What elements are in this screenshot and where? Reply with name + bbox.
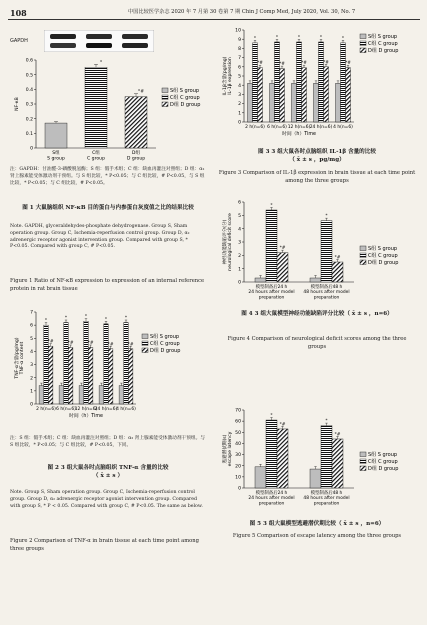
bar	[79, 386, 84, 404]
significance-mark: *#	[87, 340, 94, 346]
fig3-unit: （ x̄ ± s ，pg/mg）	[289, 157, 345, 164]
y-tick-label: 5	[238, 74, 241, 80]
fig3-caption-cn-text: 图 3 3 组大鼠各时点脑组织 IL-1β 含量的比较	[258, 149, 376, 155]
y-tick-label: 6	[238, 200, 241, 206]
bar	[310, 469, 321, 488]
fig4-caption-en: Figure 4 Comparison of neurological deficit scores among the three groups	[227, 336, 407, 350]
bar	[85, 67, 107, 148]
y-tick-label: 6	[30, 323, 33, 329]
x-tick-label: preparation	[313, 501, 340, 507]
significance-mark: *#	[279, 246, 286, 252]
y-axis-label: TNF-α含量(pg/mg)	[15, 337, 20, 379]
x-tick-label: preparation	[258, 295, 285, 301]
significance-mark: *	[84, 314, 88, 320]
y-tick-label: 5	[238, 213, 241, 219]
legend-label: S组 S group	[368, 452, 398, 458]
bar	[44, 325, 49, 404]
legend-swatch	[360, 34, 366, 39]
bar	[119, 386, 124, 404]
x-tick-label: 12 h(n=6)	[74, 407, 98, 412]
y-tick-label: 3	[238, 93, 241, 98]
significance-mark: *	[104, 317, 108, 323]
y-tick-label: 4	[30, 350, 33, 356]
legend-swatch	[162, 88, 168, 93]
fig2-tnf-chart	[6, 304, 206, 434]
y-tick-label: 0	[238, 120, 241, 126]
y-axis-label: IL-1β expression	[228, 57, 233, 95]
blot-label: GAPDH	[10, 38, 28, 44]
y-tick-label: 0	[238, 486, 241, 492]
x-tick-label: preparation	[313, 295, 340, 301]
y-tick-label: 1	[30, 389, 33, 395]
legend-swatch	[360, 459, 366, 464]
y-tick-label: 7	[238, 56, 241, 62]
y-tick-label: 0	[30, 146, 33, 152]
bar	[128, 349, 133, 404]
significance-mark: *#	[334, 432, 341, 438]
y-tick-label: 0	[30, 402, 33, 408]
bar	[324, 67, 329, 122]
significance-mark: *#	[137, 89, 145, 95]
bar	[302, 68, 307, 122]
bar	[314, 83, 319, 122]
y-tick-label: 0.3	[25, 102, 33, 108]
legend-label: C组 C group	[150, 341, 180, 347]
bar	[84, 321, 89, 404]
y-tick-label: 6	[238, 65, 241, 71]
bar	[99, 386, 104, 404]
x-tick-label: S组	[52, 151, 60, 156]
x-tick-label: 2 h(n=6)	[36, 407, 56, 412]
bar	[321, 221, 332, 282]
y-tick-label: 10	[235, 475, 241, 481]
bar	[341, 43, 346, 122]
journal-running-header: 中国比较医学杂志 2020 年 7 月第 30 卷第 7 期 Chin J Comp Med, July 2020, Vol. 30, No. 7	[128, 9, 356, 15]
legend-swatch	[162, 102, 168, 107]
legend-label: D组 D group	[150, 348, 181, 354]
bar	[64, 323, 69, 404]
fig2-unit: （ x̄ ± s ）	[92, 473, 124, 480]
x-tick-label: 4 h(n=6)	[116, 407, 136, 412]
x-tick-label: 24 h(n=6)	[309, 125, 333, 130]
bar	[336, 83, 341, 122]
y-tick-label: 8	[238, 47, 241, 52]
significance-mark: *#	[107, 342, 114, 348]
y-tick-label: 2	[238, 102, 241, 108]
bar	[319, 42, 324, 122]
y-tick-label: 5	[30, 336, 33, 342]
bar	[258, 68, 263, 122]
legend-swatch	[360, 466, 366, 471]
bar	[266, 420, 277, 488]
y-tick-label: 0	[238, 280, 241, 286]
significance-mark: *	[319, 35, 323, 41]
y-tick-label: 60	[235, 419, 241, 425]
legend-label: C组 C group	[368, 253, 398, 259]
bar	[332, 262, 343, 282]
significance-mark: *	[325, 419, 328, 425]
fig1-caption-cn: 图 1 大鼠脑组织 NF-κB 目的蛋白与内参蛋白灰度值之比的结果比较	[22, 205, 194, 211]
y-tick-label: 0.5	[25, 73, 33, 79]
significance-mark: *#	[47, 339, 54, 345]
significance-mark: *#	[127, 342, 134, 348]
page-number: 108	[10, 8, 27, 18]
bar	[125, 97, 147, 148]
bar	[255, 278, 266, 282]
bar	[39, 386, 44, 404]
legend-label: D组 D group	[368, 48, 399, 54]
legend-swatch	[360, 48, 366, 53]
x-tick-label: 模型制备后48 h	[310, 491, 343, 496]
y-axis-label: TNF-α content	[20, 341, 25, 375]
bar	[124, 323, 129, 404]
y-tick-label: 0.2	[25, 117, 33, 123]
y-tick-label: 0.4	[25, 87, 33, 93]
bar	[48, 346, 53, 404]
bar	[310, 278, 321, 282]
fig5-caption-cn: 图 5 3 组大鼠模型逃避潜伏期比较（ x̄ ± s ，n=6）	[249, 521, 385, 527]
legend-label: D组 D group	[368, 260, 399, 266]
legend-label: D组 D group	[170, 102, 201, 108]
legend-swatch	[142, 348, 148, 353]
y-tick-label: 1	[238, 267, 241, 273]
x-tick-label: 48 hours after model	[303, 496, 350, 502]
x-axis-label: 时间（h）Time	[69, 414, 103, 419]
significance-mark: *#	[301, 61, 307, 67]
significance-mark: *	[341, 36, 345, 42]
y-tick-label: 0.1	[25, 131, 33, 137]
fig3-il1b-chart	[214, 24, 420, 146]
y-tick-label: 4	[238, 227, 241, 233]
legend-swatch	[142, 334, 148, 339]
fig2-caption-cn-text: 图 2 3 组大鼠各时点脑组织 TNF-α 含量的比较	[47, 465, 169, 471]
bar	[108, 349, 113, 404]
significance-mark: *	[44, 318, 48, 324]
y-tick-label: 10	[235, 28, 241, 34]
bar	[332, 439, 343, 488]
bar	[277, 429, 288, 488]
y-tick-label: 40	[235, 442, 241, 448]
significance-mark: *#	[67, 340, 74, 346]
x-tick-label: D组	[131, 151, 141, 156]
western-blot-image	[44, 30, 154, 52]
bar	[255, 467, 266, 488]
significance-mark: *#	[279, 62, 285, 68]
fig4-neuro-chart	[214, 196, 420, 310]
fig3-caption-cn	[218, 148, 416, 165]
legend-swatch	[360, 452, 366, 457]
legend-label: S组 S group	[170, 88, 200, 94]
legend-swatch	[360, 253, 366, 258]
x-tick-label: 模型制备后24 h	[255, 491, 288, 496]
x-tick-label: 6 h(n=6)	[267, 125, 287, 130]
y-tick-label: 3	[238, 240, 241, 246]
significance-mark: *#	[334, 255, 341, 261]
bar	[270, 83, 275, 122]
fig3-caption-en: Figure 3 Comparison of IL-1β expression in brain tissue at each time point among the three groups	[218, 170, 416, 184]
legend-swatch	[142, 341, 148, 346]
x-tick-label: D group	[126, 156, 146, 162]
x-tick-label: 12 h(n=6)	[287, 125, 311, 130]
x-tick-label: S group	[47, 156, 65, 162]
bar	[321, 426, 332, 488]
fig2-caption-en: Figure 2 Comparison of TNF-α in brain tissue at each time point among three groups	[10, 538, 199, 552]
y-tick-label: 2	[238, 253, 241, 259]
significance-mark: *	[64, 316, 68, 322]
bar	[253, 43, 258, 122]
y-tick-label: 50	[235, 430, 241, 436]
bar	[104, 324, 109, 404]
bar	[45, 123, 67, 148]
significance-mark: *	[275, 35, 279, 41]
legend-label: C组 C group	[368, 41, 398, 47]
y-tick-label: 30	[235, 453, 241, 459]
fig1-note-en: Note. GAPDH, glyceraldehydes-phosphate dehydrogenase. Group S, Sham operation group. Group C, Ischemia-reperfusion control group. Group D, α₂ adrenergic receptor agonist intervention group. Compared with group S, * P<0.05. Compared with group C, # P<0.05.	[10, 224, 190, 250]
significance-mark: *	[325, 214, 328, 220]
x-tick-label: preparation	[258, 501, 285, 507]
legend-swatch	[360, 41, 366, 46]
bar	[68, 347, 73, 404]
y-tick-label: 4	[238, 83, 241, 89]
bar	[292, 83, 297, 122]
x-tick-label: 4 h(n=6)	[333, 125, 353, 130]
header-rule	[8, 19, 420, 20]
legend-label: S组 S group	[368, 246, 398, 252]
fig2-note-cn: 注：S 组：假手术组；C 组：缺血再灌注对照组；D 组：α₂ 肾上腺素能受体激动剂干预组。与 S 组比较，* P<0.05；与 C 组比较，# P<0.05，下同。	[10, 436, 205, 448]
significance-mark: *#	[345, 61, 351, 67]
significance-mark: *	[270, 413, 273, 419]
fig1-nfkb-chart	[6, 54, 206, 166]
x-tick-label: 24 hours after model	[248, 496, 295, 502]
y-axis-label: 逃避潜伏期(s)	[223, 434, 228, 464]
bar	[59, 386, 64, 404]
y-axis-label: NF-κB	[15, 97, 20, 111]
y-tick-label: 9	[238, 37, 241, 43]
significance-mark: *	[270, 203, 273, 209]
y-tick-label: 20	[235, 464, 241, 470]
bar	[346, 68, 351, 122]
legend-label: D组 D group	[368, 466, 399, 472]
legend-label: C组 C group	[170, 95, 200, 101]
legend-swatch	[162, 95, 168, 100]
fig1-note-cn: 注：GAPDH：甘油醛-3-磷酸脱氢酶；S 组：假手术组；C 组：缺血再灌注对照组；D 组：α₂ 肾上腺素能受体激动剂干预组。与 S 组比较，* P<0.05；与 C 组比较，# P<0.05，与 S 组比较，* P<0.05；与 C 组比较，# P<0.05。	[10, 167, 205, 186]
y-axis-label: IL-1β含量(pg/mg)	[223, 56, 228, 96]
x-tick-label: 2 h(n=6)	[245, 125, 265, 130]
fig4-caption-cn: 图 4 3 组大鼠模型神经功能缺陷评分比较（ x̄ ± s ，n=6）	[241, 311, 393, 317]
y-tick-label: 7	[30, 310, 33, 316]
fig2-note-en: Note. Group S, Sham operation group. Group C, Ischemia-reperfusion control group. Group D, α₂ adrenergic receptor agonist intervention group. Compared with group S, * P < 0.05. Compared with group C, # P<0.05. The same as below.	[10, 490, 203, 509]
bar	[275, 42, 280, 122]
y-axis-label: 神经功能缺陷评分(分)	[223, 219, 228, 265]
y-axis-label: escape latency	[228, 431, 233, 467]
legend-swatch	[360, 260, 366, 265]
x-axis-label: 时间（h）Time	[282, 132, 316, 137]
x-tick-label: C group	[86, 156, 106, 162]
y-axis-label: neurological deficit score	[228, 213, 233, 271]
x-tick-label: 48 hours after model	[303, 290, 350, 296]
bar	[297, 42, 302, 122]
significance-mark: *	[297, 35, 301, 41]
x-tick-label: 模型制备后48 h	[310, 285, 343, 290]
legend-label: S组 S group	[150, 334, 180, 340]
fig5-caption-en: Figure 5 Comparison of escape latency among the three groups	[232, 533, 402, 539]
bar	[266, 210, 277, 282]
significance-mark: *	[253, 36, 257, 42]
fig2-caption-cn	[10, 464, 206, 481]
fig5-latency-chart	[214, 404, 420, 516]
significance-mark: *#	[323, 60, 329, 66]
bar	[88, 347, 93, 404]
bar	[280, 69, 285, 122]
y-tick-label: 1	[238, 111, 241, 117]
fig1-caption-en: Figure 1 Ratio of NF-κB expression to expression of an internal reference protein in rat brain tissue	[10, 278, 205, 292]
legend-label: C组 C group	[368, 459, 398, 465]
bar	[248, 83, 253, 122]
y-tick-label: 2	[30, 376, 33, 382]
x-tick-label: 24 h(n=6)	[94, 407, 118, 412]
significance-mark: *#	[257, 61, 263, 67]
legend-label: S组 S group	[368, 34, 398, 40]
significance-mark: *#	[279, 422, 286, 428]
bar	[277, 253, 288, 282]
x-tick-label: C组	[92, 151, 100, 156]
legend-swatch	[360, 246, 366, 251]
y-tick-label: 70	[235, 408, 241, 414]
significance-mark: *	[99, 60, 103, 66]
y-tick-label: 3	[30, 363, 33, 369]
y-tick-label: 0.6	[25, 58, 33, 64]
x-tick-label: 24 hours after model	[248, 290, 295, 296]
x-tick-label: 6 h(n=6)	[56, 407, 76, 412]
significance-mark: *	[124, 316, 128, 322]
x-tick-label: 模型制备后24 h	[255, 285, 288, 290]
